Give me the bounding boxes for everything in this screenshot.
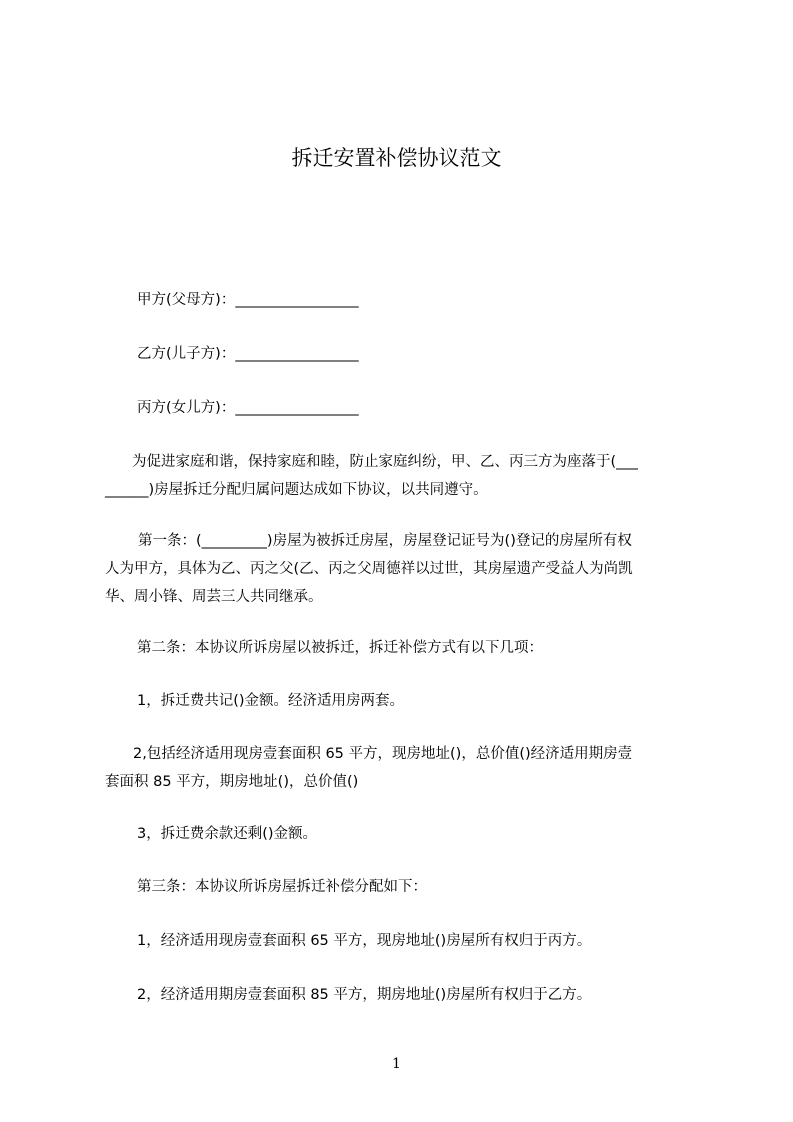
article-2-item-2-line-2: 套面积 85 平方，期房地址()，总价值()	[105, 774, 359, 790]
page-number: 1	[392, 1056, 401, 1072]
party-a-line: 甲方(父母方)：_________________	[137, 292, 359, 308]
article-1-line-2: 人为甲方，具体为乙、丙之父(乙、丙之父周德祥以过世，其房屋遗产受益人为尚凯	[105, 561, 633, 577]
article-1-line-3: 华、周小锋、周芸三人共同继承。	[105, 589, 323, 605]
party-b-line: 乙方(儿子方)：_________________	[137, 346, 359, 362]
article-1-paragraph	[105, 527, 705, 611]
party-c-line: 丙方(女儿方)：_________________	[137, 400, 359, 416]
article-2-heading: 第二条：本协议所诉房屋以被拆迁，拆迁补偿方式有以下几项：	[137, 640, 543, 656]
article-2-item-2-line-1: 2,包括经济适用现房壹套面积 65 平方，现房地址()，总价值()经济适用期房壹	[133, 746, 633, 762]
intro-paragraph	[105, 448, 705, 504]
article-1-line-1: 第一条：(_________)房屋为被拆迁房屋，房屋登记证号为()登记的房屋所有权	[138, 533, 632, 549]
article-3-item-2: 2，经济适用期房壹套面积 85 平方，期房地址()房屋所有权归于乙方。	[137, 987, 592, 1003]
article-2-item-1: 1，拆迁费共记()金额。经济适用房两套。	[137, 693, 405, 709]
article-3-heading: 第三条：本协议所诉房屋拆迁补偿分配如下：	[137, 879, 427, 895]
document-title: 拆迁安置补偿协议范文	[291, 146, 502, 170]
article-2-item-2	[105, 740, 705, 796]
article-3-item-1: 1，经济适用现房壹套面积 65 平方，现房地址()房屋所有权归于丙方。	[137, 933, 592, 949]
intro-line-1: 为促进家庭和谐，保持家庭和睦，防止家庭纠纷，甲、乙、丙三方为座落于(___	[132, 454, 638, 470]
intro-line-2: ______)房屋拆迁分配归属问题达成如下协议，以共同遵守。	[105, 482, 488, 498]
article-2-item-3: 3，拆迁费余款还剩()金额。	[137, 826, 318, 842]
